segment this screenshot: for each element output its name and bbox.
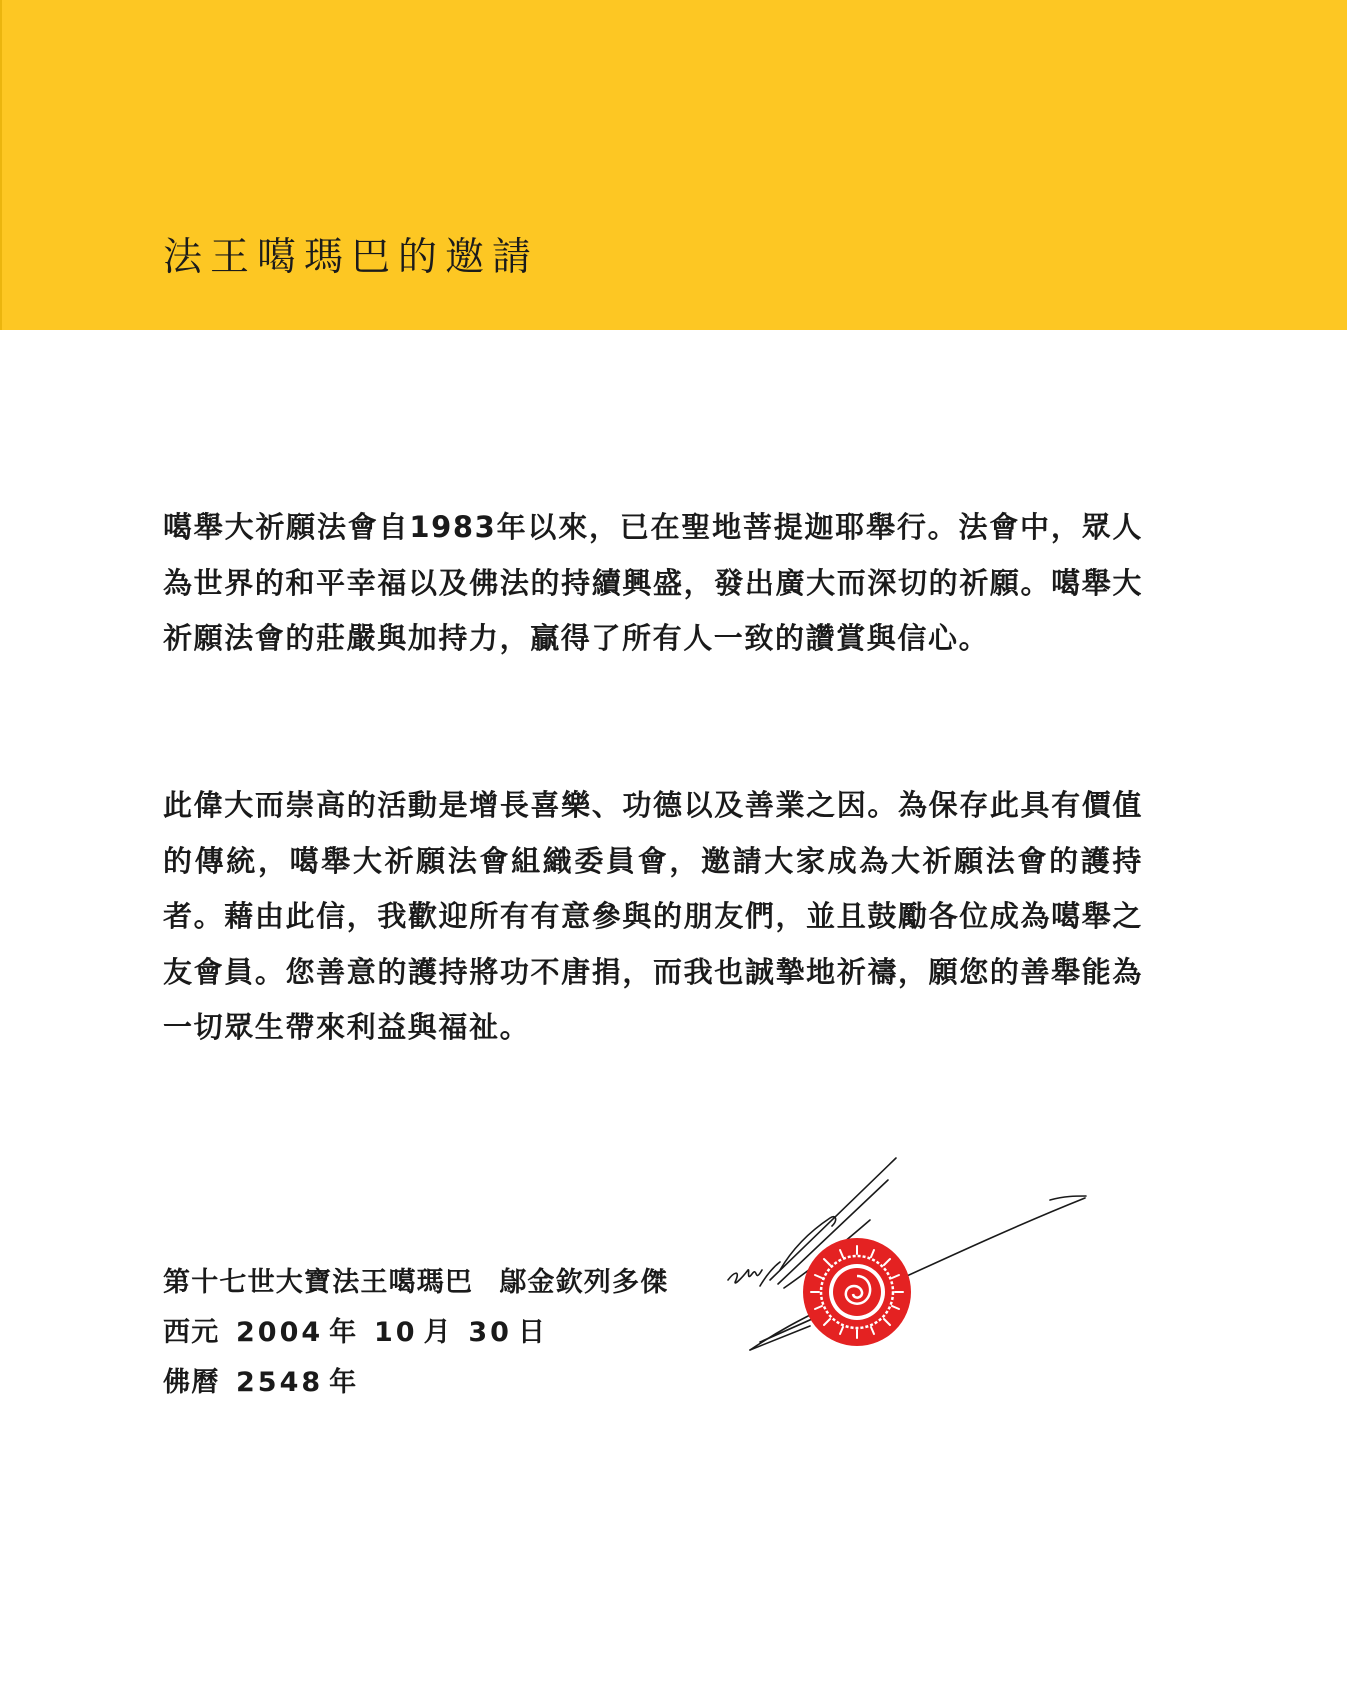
signatory-name: 鄔金欽列多傑	[499, 1267, 669, 1298]
signatory-line	[163, 1258, 668, 1308]
signatory-title: 第十七世大寶法王噶瑪巴	[163, 1267, 474, 1298]
header-band	[0, 0, 1347, 330]
signature-block	[163, 1258, 668, 1408]
date-day: 30	[468, 1317, 512, 1348]
date-month-unit: 月	[423, 1317, 452, 1348]
page-title: 法王噶瑪巴的邀請	[163, 235, 540, 280]
date-day-unit: 日	[517, 1317, 547, 1348]
date-year: 2004	[236, 1317, 324, 1348]
letter-paragraph-2: 此偉大而崇高的活動是增長喜樂、功德以及善業之因。為保存此具有價值的傳統，噶舉大祈願法會組織委員會，邀請大家成為大祈願法會的護持者。藉由此信，我歡迎所有有意參與的朋友們，並且鼓勵各位成為噶舉之友會員。您善意的護持將功不唐捐，而我也誠摯地祈禱，願您的善舉能為一切眾生帶來利益與福祉。	[163, 788, 1143, 1044]
buddhist-year-unit: 年	[329, 1367, 358, 1398]
date-year-unit: 年	[329, 1317, 358, 1348]
header-band-edge	[0, 0, 2, 330]
buddhist-date-line	[163, 1358, 668, 1408]
gregorian-date-line	[163, 1308, 668, 1358]
buddhist-prefix: 佛曆	[163, 1367, 220, 1398]
letter-paragraph-1: 噶舉大祈願法會自1983年以來，已在聖地菩提迦耶舉行。法會中，眾人為世界的和平幸福以及佛法的持續興盛，發出廣大而深切的祈願。噶舉大祈願法會的莊嚴與加持力，贏得了所有人一致的讚賞與信心。	[163, 510, 1143, 655]
buddhist-year: 2548	[236, 1367, 324, 1398]
red-seal-stamp	[803, 1238, 911, 1346]
date-prefix: 西元	[163, 1317, 220, 1348]
signature-and-seal	[720, 1150, 1100, 1400]
handwritten-signature	[728, 1158, 1086, 1350]
date-month: 10	[373, 1317, 418, 1348]
